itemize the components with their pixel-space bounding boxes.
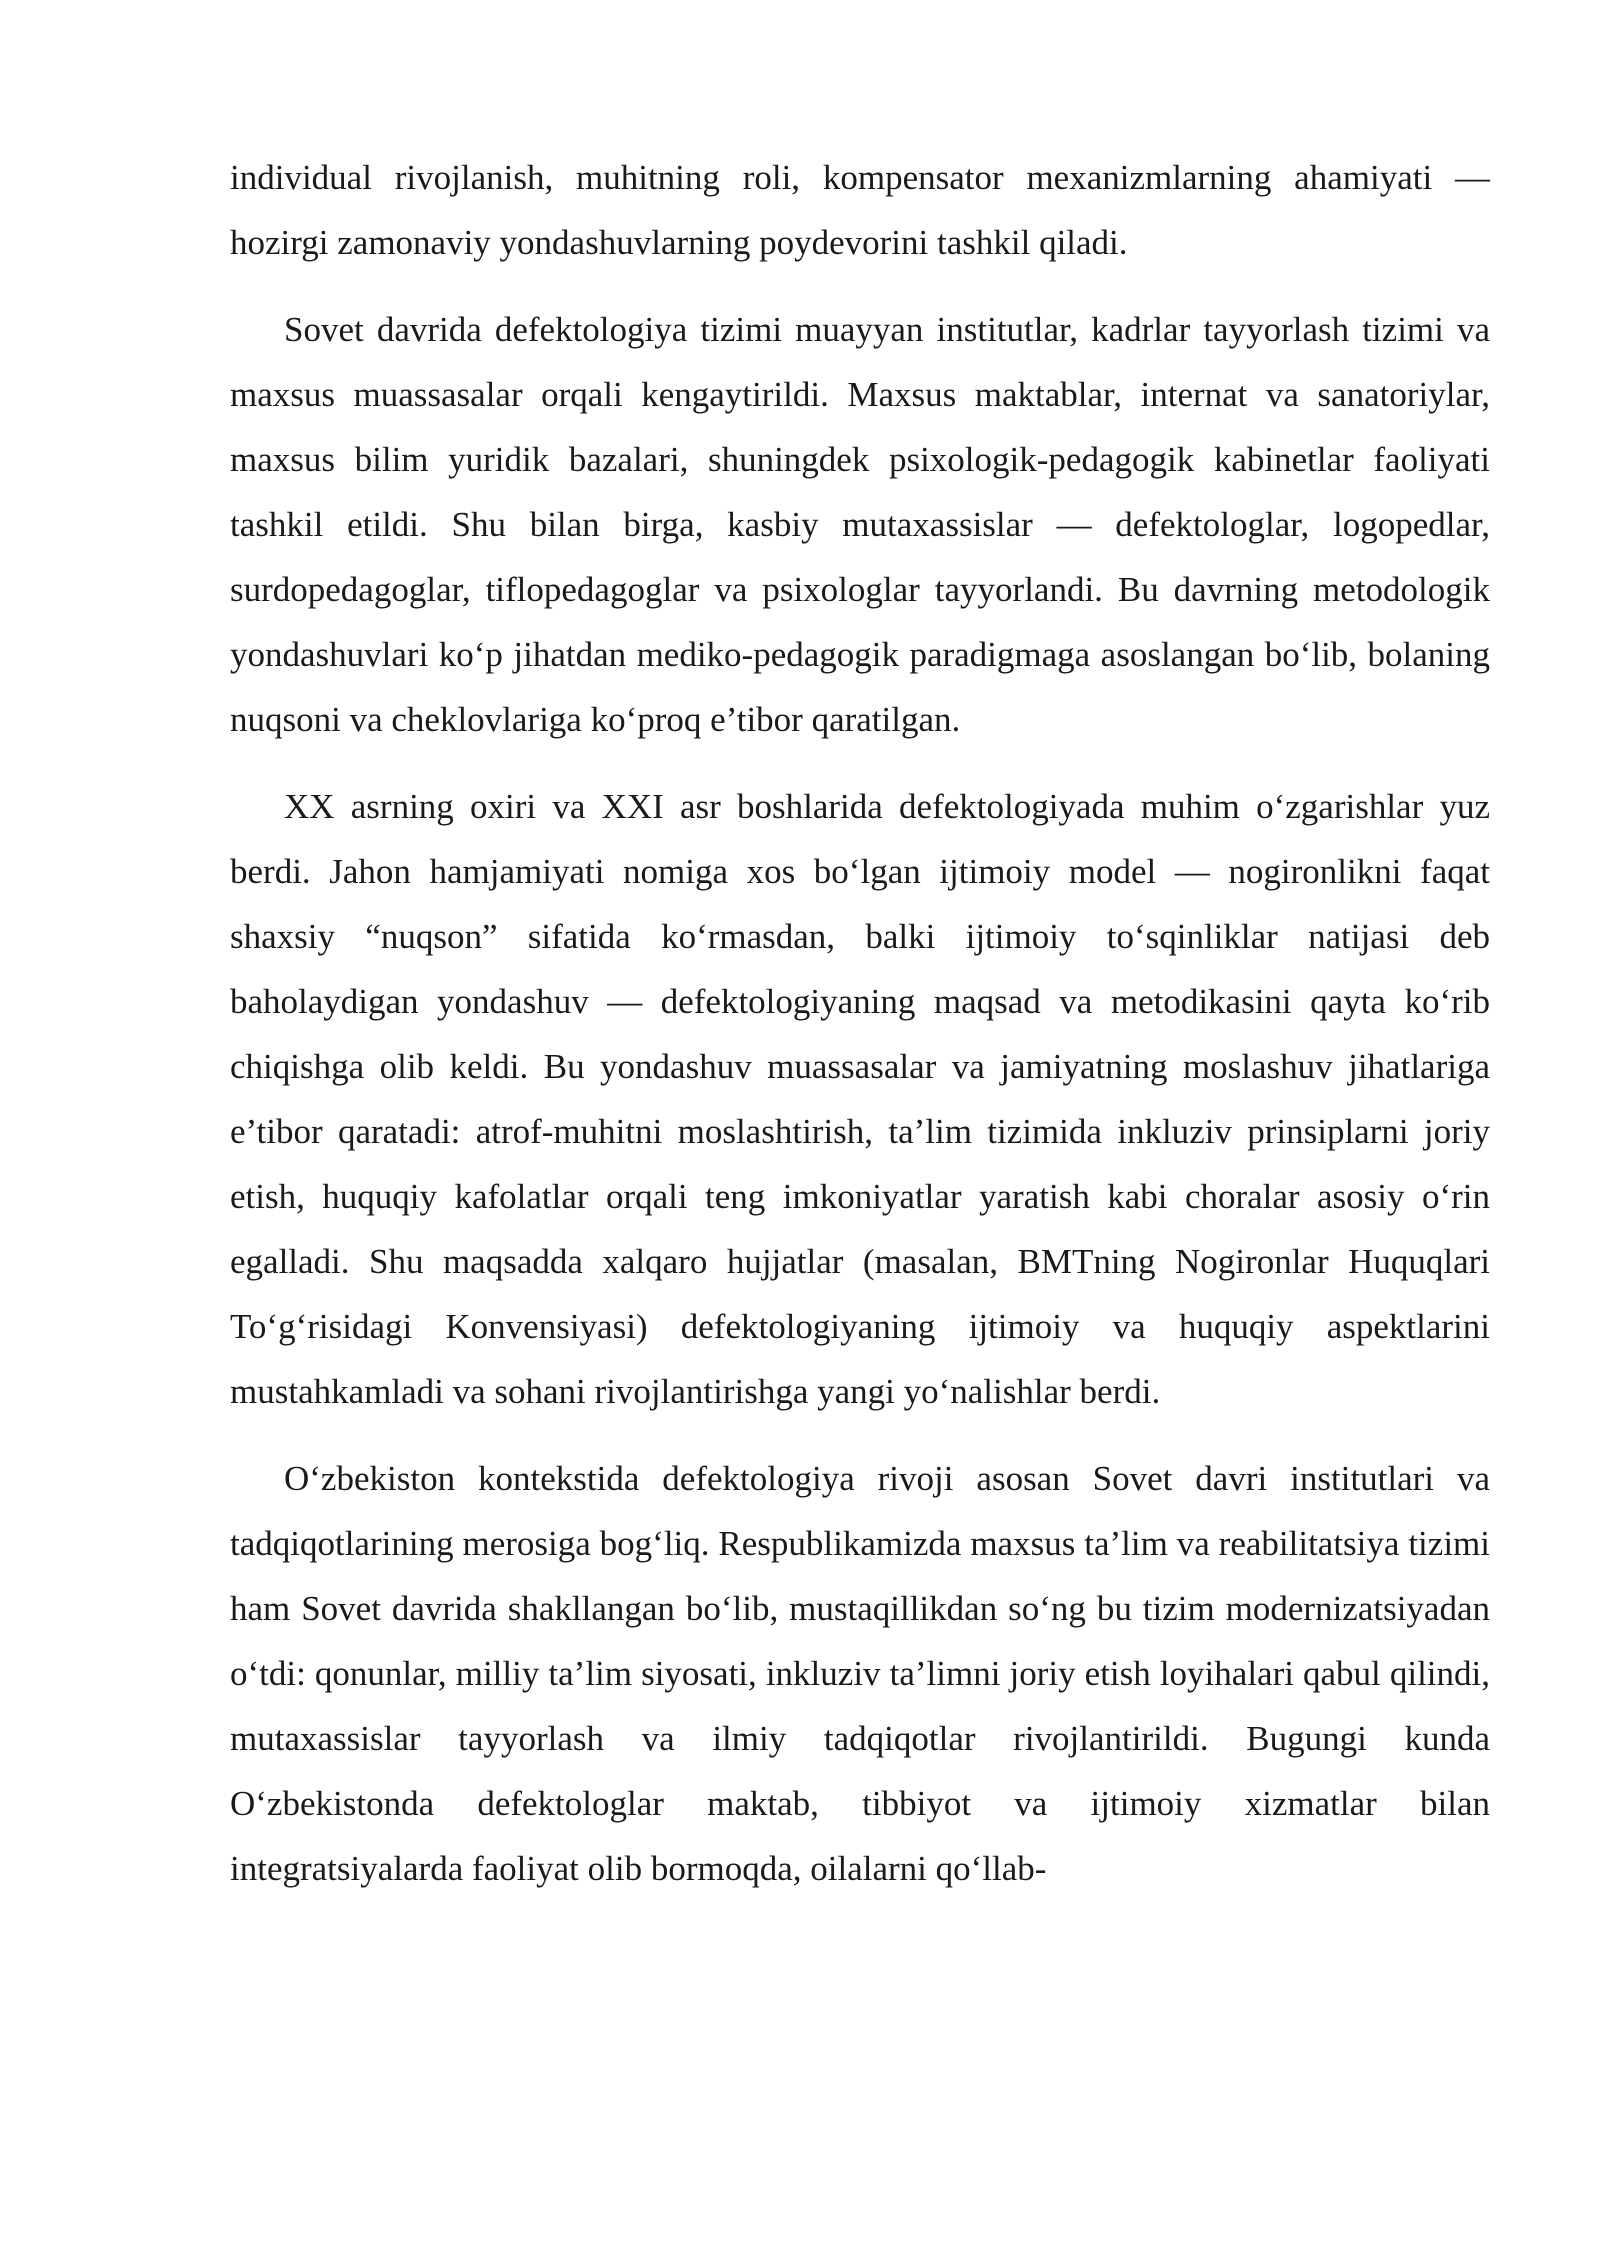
paragraph-continuation: individual rivojlanish, muhitning roli, kompensator mexanizmlarning ahamiyati — hozirgi zamonaviy yondashuvlarning poydevorini tashkil qiladi.: [230, 158, 1490, 262]
paragraph-social-model: XX asrning oxiri va XXI asr boshlarida defektologiyada muhim o‘zgarishlar yuz berdi. Jahon hamjamiyati nomiga xos bo‘lgan ijtimoiy model — nogironlikni faqat shaxsiy “nuqson” sifatida ko‘rmasdan, balki ijtimoiy to‘sqinliklar natijasi deb baholaydigan yondashuv — defektologiyaning maqsad va metodikasini qayta ko‘rib chiqishga olib keldi. Bu yondashuv muassasalar va jamiyatning moslashuv jihatlariga e’tibor qaratadi: atrof-muhitni moslashtirish, ta’lim tizimida inkluziv prinsiplarni joriy etish, huquqiy kafolatlar orqali teng imkoniyatlar yaratish kabi choralar asosiy o‘rin egalladi. Shu maqsadda xalqaro hujjatlar (masalan, BMTning Nogironlar Huquqlari To‘g‘risidagi Konvensiyasi) defektologiyaning ijtimoiy va huquqiy aspektlarini mustahkamladi va sohani rivojlantirishga yangi yo‘nalishlar berdi.: [230, 787, 1490, 1411]
body-text: [230, 145, 1490, 1901]
paragraph-uzbekistan-context: O‘zbekiston kontekstida defektologiya rivoji asosan Sovet davri institutlari va tadqiqotlarining merosiga bog‘liq. Respublikamizda maxsus ta’lim va reabilitatsiya tizimi ham Sovet davrida shakllangan bo‘lib, mustaqillikdan so‘ng bu tizim modernizatsiyadan o‘tdi: qonunlar, milliy ta’lim siyosati, inkluziv ta’limni joriy etish loyihalari qabul qilindi, mutaxassislar tayyorlash va ilmiy tadqiqotlar rivojlantirildi. Bugungi kunda O‘zbekistonda defektologlar maktab, tibbiyot va ijtimoiy xizmatlar bilan integratsiyalarda faoliyat olib bormoqda, oilalarni qo‘llab-: [230, 1459, 1490, 1888]
paragraph-soviet-period: Sovet davrida defektologiya tizimi muayyan institutlar, kadrlar tayyorlash tizimi va maxsus muassasalar orqali kengaytirildi. Maxsus maktablar, internat va sanatoriylar, maxsus bilim yuridik bazalari, shuningdek psixologik-pedagogik kabinetlar faoliyati tashkil etildi. Shu bilan birga, kasbiy mutaxassislar — defektologlar, logopedlar, surdopedagoglar, tiflopedagoglar va psixologlar tayyorlandi. Bu davrning metodologik yondashuvlari ko‘p jihatdan mediko-pedagogik paradigmaga asoslangan bo‘lib, bolaning nuqsoni va cheklovlariga ko‘proq e’tibor qaratilgan.: [230, 310, 1490, 739]
